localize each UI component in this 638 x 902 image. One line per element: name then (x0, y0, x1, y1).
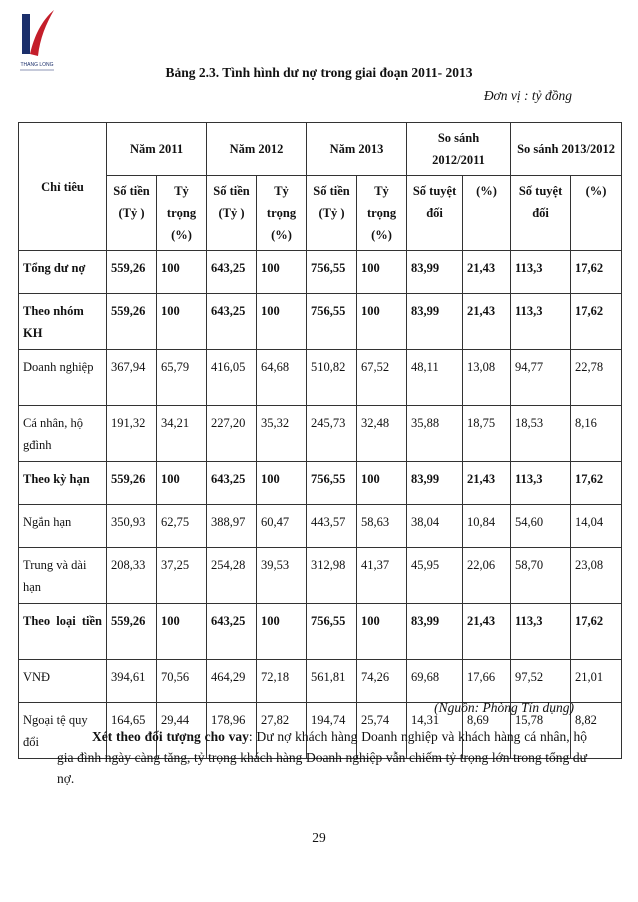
table-cell: 100 (357, 604, 407, 660)
header-compare-2013-2012: So sánh 2013/2012 (511, 123, 622, 176)
table-cell: 510,82 (307, 350, 357, 406)
header-year-2013: Năm 2013 (307, 123, 407, 176)
table-cell: 64,68 (257, 350, 307, 406)
table-cell: 756,55 (307, 294, 357, 350)
row-label: Ngắn hạn (19, 505, 107, 548)
table-cell: 464,29 (207, 660, 257, 703)
header-share: Tỷ trọng (%) (257, 176, 307, 251)
table-cell: 100 (257, 604, 307, 660)
table-row (19, 350, 622, 406)
table-cell: 350,93 (107, 505, 157, 548)
table-body (19, 251, 622, 759)
table-cell: 38,04 (407, 505, 463, 548)
table-caption: Bảng 2.3. Tình hình dư nợ trong giai đoạn 2011- 2013 (165, 65, 473, 80)
table-cell: 14,31 (407, 703, 463, 759)
header-absolute: Số tuyệt đối (407, 176, 463, 251)
table-cell: 58,63 (357, 505, 407, 548)
table-cell: 69,68 (407, 660, 463, 703)
header-percent: (%) (571, 176, 622, 251)
table-cell: 13,08 (463, 350, 511, 406)
row-label: VNĐ (19, 660, 107, 703)
table-cell: 559,26 (107, 604, 157, 660)
row-label: Tổng dư nợ (19, 251, 107, 294)
table-cell: 17,62 (571, 604, 622, 660)
table-cell: 60,47 (257, 505, 307, 548)
header-year-2012: Năm 2012 (207, 123, 307, 176)
table-cell: 100 (357, 251, 407, 294)
table-row (19, 548, 622, 604)
table-cell: 17,62 (571, 251, 622, 294)
table-cell: 100 (157, 462, 207, 505)
table-cell: 756,55 (307, 462, 357, 505)
table-cell: 227,20 (207, 406, 257, 462)
table-cell: 94,77 (511, 350, 571, 406)
table-cell: 15,78 (511, 703, 571, 759)
table-cell: 22,78 (571, 350, 622, 406)
table-cell: 559,26 (107, 462, 157, 505)
table-cell: 100 (257, 251, 307, 294)
table-row (19, 604, 622, 660)
table-row (19, 251, 622, 294)
table-cell: 21,43 (463, 604, 511, 660)
header-amount: Số tiền (Tỷ ) (107, 176, 157, 251)
table-cell: 35,32 (257, 406, 307, 462)
row-label: Trung và dài hạn (19, 548, 107, 604)
table-cell: 8,82 (571, 703, 622, 759)
paragraph-text: : Dư nợ khách hàng Doanh nghiệp và khách hàng cá nhân, hộ gia đình ngày càng tăng, tỷ trọng khách hàng Doanh nghiệp vẫn chiếm tỷ trọng lớn trong tổng dư nợ. (57, 729, 587, 786)
table-cell: 54,60 (511, 505, 571, 548)
header-year-2011: Năm 2011 (107, 123, 207, 176)
row-label: Cá nhân, hộ gđình (19, 406, 107, 462)
table-cell: 100 (157, 251, 207, 294)
header-amount: Số tiền (Tỷ ) (207, 176, 257, 251)
table-cell: 65,79 (157, 350, 207, 406)
page-number: 29 (312, 830, 326, 845)
table-cell: 100 (257, 294, 307, 350)
table-cell: 113,3 (511, 462, 571, 505)
table-cell: 10,84 (463, 505, 511, 548)
table-cell: 25,74 (357, 703, 407, 759)
table-cell: 756,55 (307, 604, 357, 660)
table-cell: 561,81 (307, 660, 357, 703)
table-cell: 643,25 (207, 462, 257, 505)
table-cell: 416,05 (207, 350, 257, 406)
table-cell: 58,70 (511, 548, 571, 604)
table-cell: 643,25 (207, 251, 257, 294)
table-cell: 191,32 (107, 406, 157, 462)
table-cell: 643,25 (207, 604, 257, 660)
table-cell: 97,52 (511, 660, 571, 703)
table-cell: 388,97 (207, 505, 257, 548)
paragraph-lead: Xét theo đối tượng cho vay (92, 729, 249, 744)
table-cell: 100 (157, 294, 207, 350)
table-cell: 164,65 (107, 703, 157, 759)
table-cell: 113,3 (511, 294, 571, 350)
table-cell: 178,96 (207, 703, 257, 759)
table-cell: 559,26 (107, 251, 157, 294)
table-cell: 245,73 (307, 406, 357, 462)
table-cell: 100 (357, 462, 407, 505)
table-cell: 21,43 (463, 251, 511, 294)
unit-label: Đơn vị : tỷ đồng (483, 88, 572, 103)
table-cell: 22,06 (463, 548, 511, 604)
table-cell: 39,53 (257, 548, 307, 604)
table-cell: 21,43 (463, 462, 511, 505)
table-cell: 27,82 (257, 703, 307, 759)
table-cell: 100 (257, 462, 307, 505)
table-cell: 643,25 (207, 294, 257, 350)
table-cell: 14,04 (571, 505, 622, 548)
table-cell: 367,94 (107, 350, 157, 406)
header-absolute: Số tuyệt đối (511, 176, 571, 251)
table-cell: 48,11 (407, 350, 463, 406)
table-cell: 83,99 (407, 251, 463, 294)
svg-text:THANG LONG: THANG LONG (20, 62, 54, 68)
table-row (19, 294, 622, 350)
row-label: Ngoại tệ quy đổi (19, 703, 107, 759)
table-cell: 62,75 (157, 505, 207, 548)
header-percent: (%) (463, 176, 511, 251)
header-share: Tỷ trọng (%) (357, 176, 407, 251)
table-cell: 72,18 (257, 660, 307, 703)
row-label: Theo kỳ hạn (19, 462, 107, 505)
table-cell: 8,69 (463, 703, 511, 759)
table-cell: 208,33 (107, 548, 157, 604)
table-cell: 312,98 (307, 548, 357, 604)
body-paragraph (57, 726, 587, 789)
table-cell: 394,61 (107, 660, 157, 703)
row-label: Theo loại tiền (19, 604, 107, 660)
table-cell: 37,25 (157, 548, 207, 604)
table-cell: 83,99 (407, 462, 463, 505)
table-cell: 100 (157, 604, 207, 660)
source-note: (Nguồn: Phòng Tín dụng) (434, 700, 574, 715)
table-cell: 23,08 (571, 548, 622, 604)
table-cell: 254,28 (207, 548, 257, 604)
table-cell: 32,48 (357, 406, 407, 462)
table-cell: 21,01 (571, 660, 622, 703)
table-row (19, 505, 622, 548)
row-label: Doanh nghiệp (19, 350, 107, 406)
table-cell: 17,62 (571, 462, 622, 505)
row-label: Theo nhóm KH (19, 294, 107, 350)
table-cell: 113,3 (511, 604, 571, 660)
table-cell: 18,53 (511, 406, 571, 462)
table-cell: 559,26 (107, 294, 157, 350)
table-cell: 83,99 (407, 604, 463, 660)
table-cell: 45,95 (407, 548, 463, 604)
table-cell: 194,74 (307, 703, 357, 759)
table-cell: 41,37 (357, 548, 407, 604)
table-cell: 756,55 (307, 251, 357, 294)
table-cell: 17,66 (463, 660, 511, 703)
table-cell: 21,43 (463, 294, 511, 350)
table-row (19, 462, 622, 505)
table-cell: 29,44 (157, 703, 207, 759)
header-amount: Số tiền (Tỷ ) (307, 176, 357, 251)
table-cell: 35,88 (407, 406, 463, 462)
table-cell: 70,56 (157, 660, 207, 703)
table-cell: 74,26 (357, 660, 407, 703)
table-cell: 67,52 (357, 350, 407, 406)
header-chi-tieu: Chỉ tiêu (19, 123, 107, 251)
table-cell: 8,16 (571, 406, 622, 462)
table-row (19, 406, 622, 462)
header-share: Tỷ trọng (%) (157, 176, 207, 251)
table-cell: 34,21 (157, 406, 207, 462)
table-cell: 100 (357, 294, 407, 350)
table-cell: 113,3 (511, 251, 571, 294)
debt-table (18, 122, 622, 759)
table-row (19, 660, 622, 703)
header-compare-2012-2011: So sánh 2012/2011 (407, 123, 511, 176)
table-cell: 17,62 (571, 294, 622, 350)
table-cell: 443,57 (307, 505, 357, 548)
table-cell: 83,99 (407, 294, 463, 350)
table-cell: 18,75 (463, 406, 511, 462)
